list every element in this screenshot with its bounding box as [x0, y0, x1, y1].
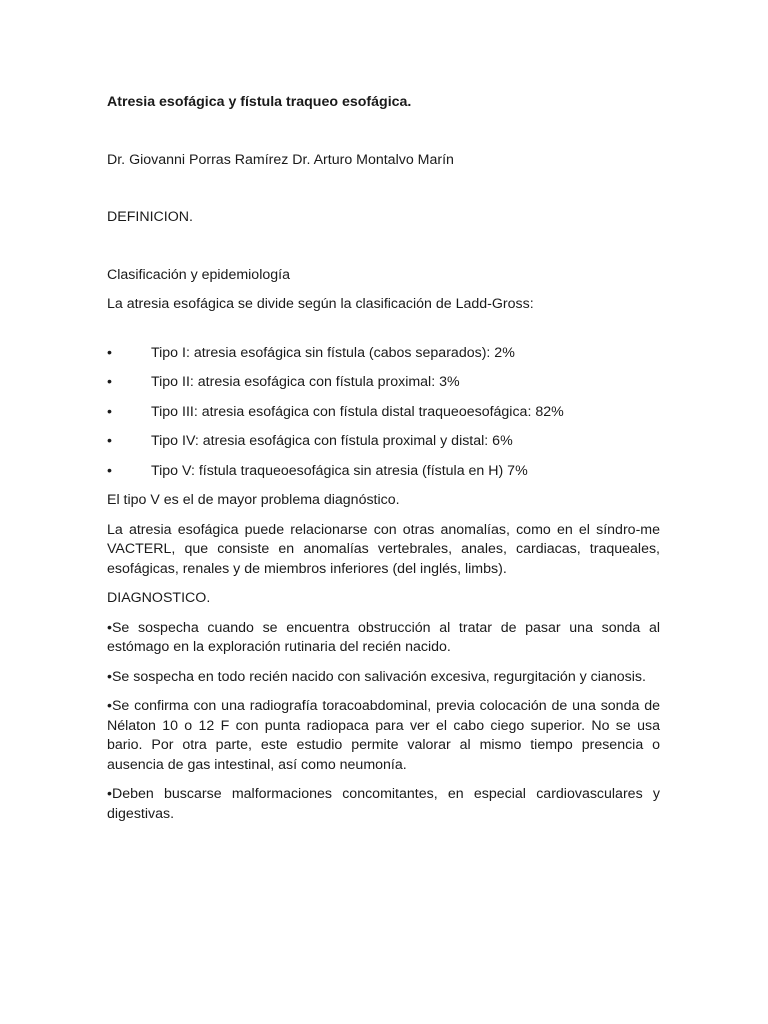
classification-intro: La atresia esofágica se divide según la clasificación de Ladd-Gross: — [107, 296, 534, 312]
diagnostic-heading: DIAGNOSTICO. — [107, 590, 211, 606]
diagnostic-item: •Se sospecha cuando se encuentra obstrucción al tratar de pasar una sonda al estómago en la exploración rutinaria del recién nacido. — [107, 619, 660, 655]
document-authors: Dr. Giovanni Porras Ramírez Dr. Arturo Montalvo Marín — [107, 151, 454, 168]
list-item — [107, 462, 660, 482]
bullet-icon: • — [107, 433, 112, 449]
list-item — [107, 344, 660, 364]
diagnostic-item: •Deben buscarse malformaciones concomitantes, en especial cardiovasculares y digestivas. — [107, 786, 660, 822]
bullet-icon: • — [107, 403, 112, 420]
document-title: Atresia esofágica y fístula traqueo esofágica. — [107, 94, 412, 110]
diagnostic-item: •Se sospecha en todo recién nacido con salivación excesiva, regurgitación y cianosis. — [107, 668, 646, 685]
classification-heading: Clasificación y epidemiología — [107, 266, 290, 283]
bullet-icon: • — [107, 344, 112, 361]
types-list — [107, 344, 660, 482]
type-label: Tipo III: atresia esofágica con fístula distal traqueoesofágica: 82% — [151, 403, 564, 420]
list-item — [107, 373, 660, 393]
bullet-icon: • — [107, 374, 112, 390]
type-label: Tipo I: atresia esofágica sin fístula (cabos separados): 2% — [151, 344, 515, 361]
vacterl-paragraph: La atresia esofágica puede relacionarse con otras anomalías, como en el síndro-me VACTERL, que consiste en anomalías vertebrales, anales, cardiacas, traqueales, esofágicas, renales y de miembros inferiores (del inglés, limbs). — [107, 521, 660, 577]
type-label: Tipo IV: atresia esofágica con fístula proximal y distal: 6% — [151, 433, 513, 449]
list-item — [107, 403, 660, 423]
bullet-icon: • — [107, 462, 112, 479]
definition-heading: DEFINICION. — [107, 209, 193, 225]
type-label: Tipo II: atresia esofágica con fístula proximal: 3% — [151, 374, 460, 390]
tipo-v-note: El tipo V es el de mayor problema diagnóstico. — [107, 492, 400, 508]
document-body — [107, 93, 660, 824]
diagnostic-item: •Se confirma con una radiografía toracoabdominal, previa colocación de una sonda de Nélaton 10 o 12 F con punta radiopaca para ver el cabo ciego superior. No se usa bario. Por otra parte, este estudio permite valorar al mismo tiempo presencia o ausencia de gas intestinal, así como neumonía. — [107, 698, 660, 773]
type-label: Tipo V: fístula traqueoesofágica sin atresia (fístula en H) 7% — [151, 462, 528, 479]
list-item — [107, 432, 660, 452]
